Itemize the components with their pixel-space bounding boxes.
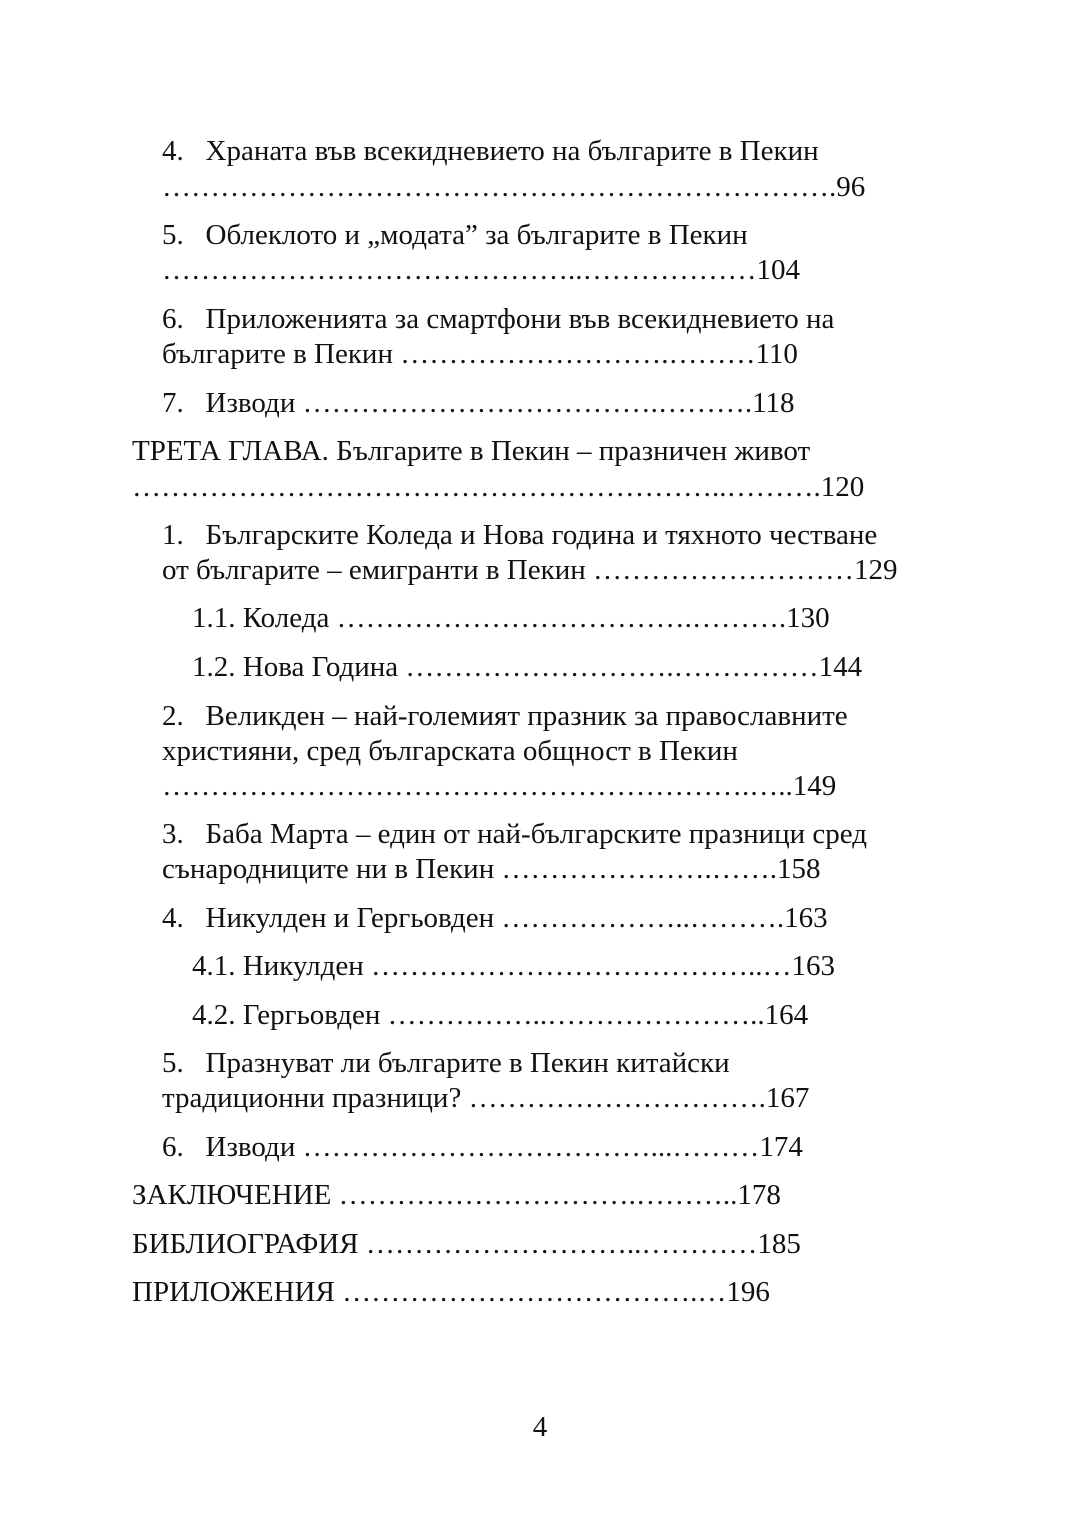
toc-entry-food-line-1: 4. Храната във всекидневието на българите в Пекин	[162, 135, 819, 167]
toc-entry-apps-line-2: българите в Пекин ……………………….………110	[162, 338, 798, 370]
toc-entry-easter-line-2: християни, сред българската общност в Пекин	[162, 735, 738, 767]
toc-entry-christmas-newyear-line-2: от българите – емигранти в Пекин ………………………129	[162, 554, 898, 586]
toc-entry-food-line-2: …………………………………………………………….96	[162, 173, 866, 202]
toc-entry-gergyovden: 4.2. Гергьовден ……………..…………………..164	[192, 999, 809, 1031]
toc-entry-conclusion: ЗАКЛЮЧЕНИЕ ………………………….………..178	[132, 1179, 781, 1211]
toc-entry-bibliography: БИБЛИОГРАФИЯ ………………………..…………185	[132, 1228, 801, 1260]
toc-entry-baba-marta-line-1: 3. Баба Марта – един от най-българските празници сред	[162, 818, 868, 850]
toc-entry-chapter-3-line-1: ТРЕТА ГЛАВА. Българите в Пекин – празничен живот	[132, 435, 811, 467]
toc-entry-christmas-newyear-line-1: 1. Българските Коледа и Нова година и тяхното честване	[162, 519, 878, 551]
toc-entry-baba-marta-line-2: сънародниците ни в Пекин ………………….…….158	[162, 853, 821, 885]
toc-entry-conclusions-3: 6. Изводи ………………………………...………174	[162, 1131, 803, 1163]
page-number: 4	[532, 1411, 548, 1443]
toc-entry-christmas: 1.1. Коледа ……………………………….……….130	[192, 602, 830, 634]
toc-entry-appendices: ПРИЛОЖЕНИЯ ……………………………….…196	[132, 1276, 770, 1308]
toc-entry-nikulden-gergyovden: 4. Никулден и Гергьовден ………………..……….163	[162, 902, 828, 934]
toc-entry-new-year: 1.2. Нова Година ……………………….……………144	[192, 651, 863, 683]
toc-entry-clothing-line-1: 5. Облеклото и „модата” за българите в Пекин	[162, 219, 748, 251]
toc-entry-nikulden: 4.1. Никулден …………………………………..…163	[192, 950, 835, 982]
toc-entry-apps-line-1: 6. Приложенията за смартфони във всекидневието на	[162, 303, 835, 335]
toc-entry-chinese-holidays-line-1: 5. Празнуват ли българите в Пекин китайски	[162, 1047, 730, 1079]
toc-entry-conclusions-2: 7. Изводи ……………………………….……….118	[162, 387, 795, 419]
toc-entry-easter-line-3: …………………………………………………….…..149	[162, 772, 837, 801]
toc-entry-clothing-line-2: ……………………………………..………………104	[162, 256, 800, 285]
toc-entry-chinese-holidays-line-2: традиционни празници? ………………………….167	[162, 1082, 810, 1114]
toc-entry-easter-line-1: 2. Великден – най-големият празник за православните	[162, 700, 848, 732]
toc-entry-chapter-3-line-2: ……………………………………………………..……….120	[132, 473, 865, 502]
